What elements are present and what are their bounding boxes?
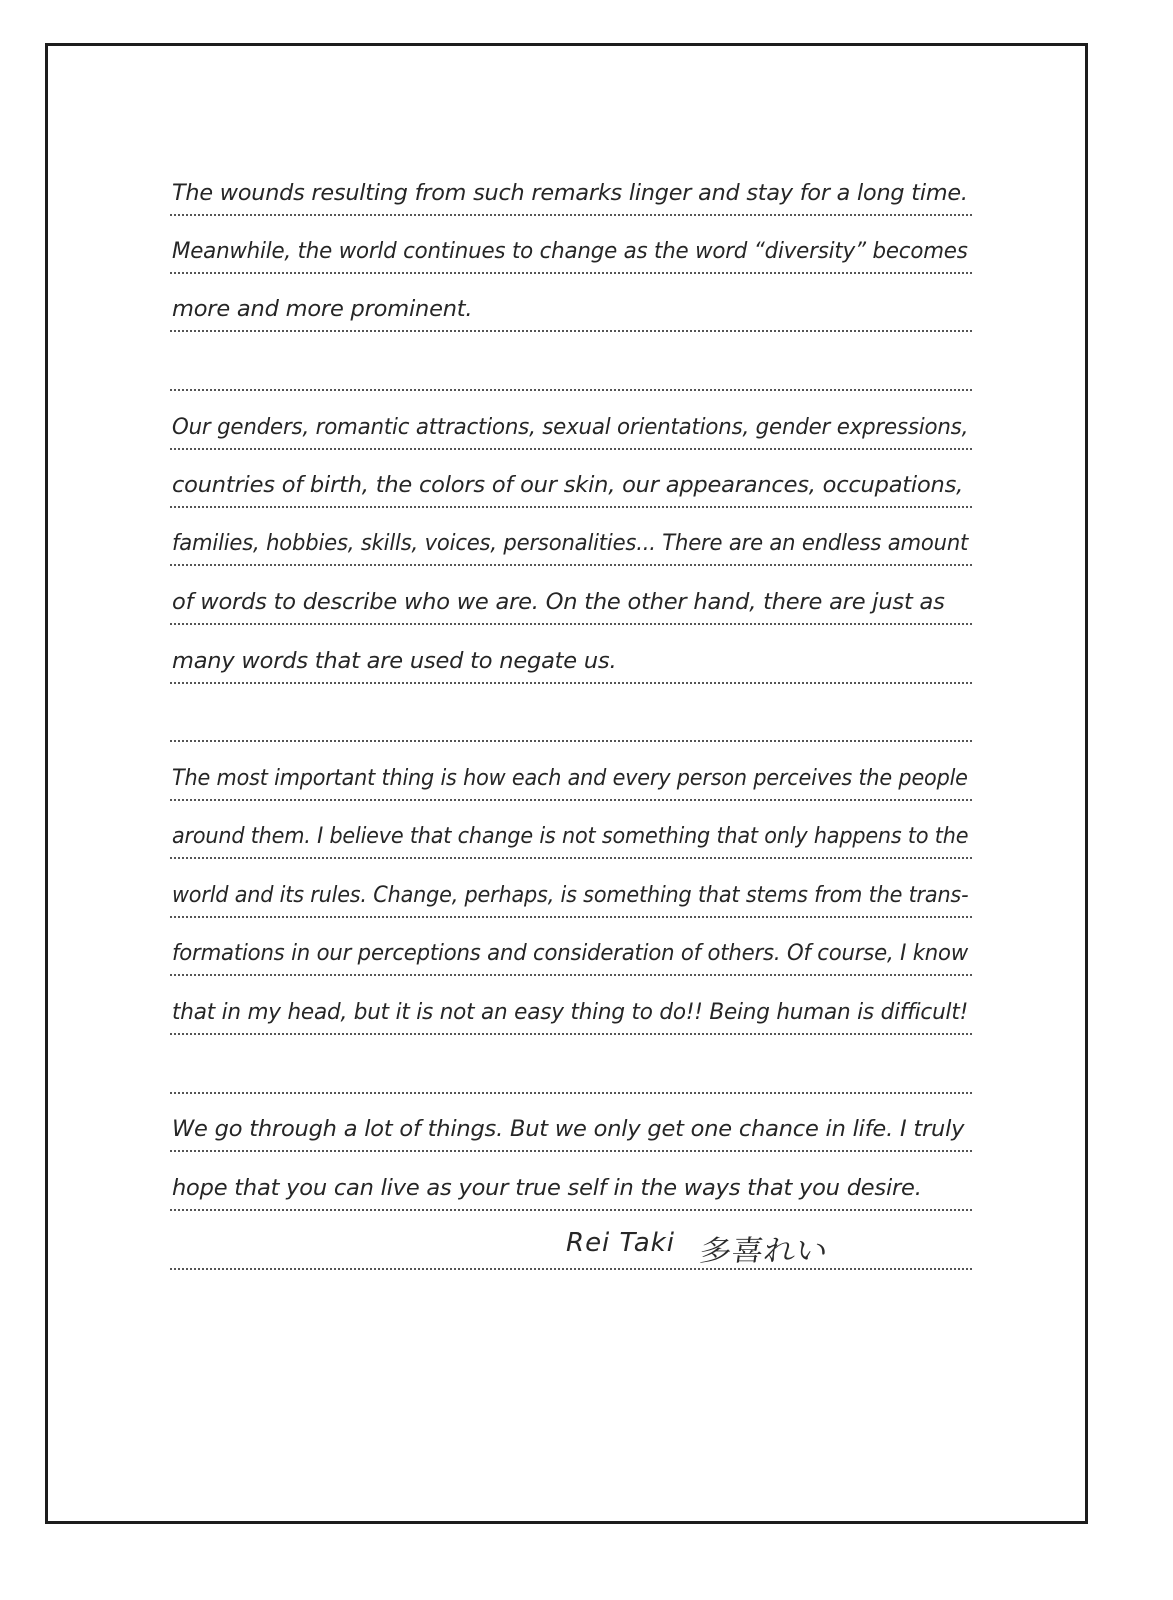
ruled-line <box>170 626 972 684</box>
ruled-line <box>170 1153 972 1211</box>
ruled-line <box>170 977 972 1035</box>
letter-line: hope that you can live as your true self in the ways that you desire. <box>172 1175 922 1201</box>
ruled-line <box>170 1094 972 1152</box>
letter-line: The most important thing is how each and every person perceives the people <box>172 765 968 791</box>
ruled-line <box>170 274 972 332</box>
ruled-line <box>170 450 972 508</box>
ruled-line <box>170 684 972 742</box>
ruled-line <box>170 333 972 391</box>
ruled-line <box>170 158 972 216</box>
ruled-line <box>170 801 972 859</box>
letter-line: more and more prominent. <box>172 296 473 322</box>
ruled-line <box>170 860 972 918</box>
letter-line: that in my head, but it is not an easy thing to do!! Being human is difficult! <box>172 999 969 1025</box>
signature-name: Rei Taki <box>566 1228 675 1258</box>
signature-japanese: 多喜れい <box>697 1233 831 1268</box>
letter-line: world and its rules. Change, perhaps, is something that stems from the trans- <box>172 882 969 908</box>
letter-line: formations in our perceptions and consideration of others. Of course, I know <box>172 940 968 966</box>
letter-line: of words to describe who we are. On the other hand, there are just as <box>172 589 945 615</box>
ruled-line <box>170 392 972 450</box>
ruled-line <box>170 508 972 566</box>
ruled-line <box>170 743 972 801</box>
ruled-line <box>170 216 972 274</box>
letter-line: many words that are used to negate us. <box>172 648 617 674</box>
letter-line: Our genders, romantic attractions, sexual orientations, gender expressions, <box>172 414 969 440</box>
ruled-line <box>170 567 972 625</box>
letter-line: Meanwhile, the world continues to change as the word “diversity” becomes <box>172 238 968 264</box>
letter-line: The wounds resulting from such remarks linger and stay for a long time. <box>172 180 968 206</box>
letter-line: families, hobbies, skills, voices, personalities... There are an endless amount <box>172 530 969 556</box>
ruled-line <box>170 918 972 976</box>
ruled-line <box>170 1036 972 1094</box>
letter-line: around them. I believe that change is not something that only happens to the <box>172 823 969 849</box>
letter-line: countries of birth, the colors of our skin, our appearances, occupations, <box>172 472 964 498</box>
letter-line: We go through a lot of things. But we only get one chance in life. I truly <box>172 1116 965 1142</box>
